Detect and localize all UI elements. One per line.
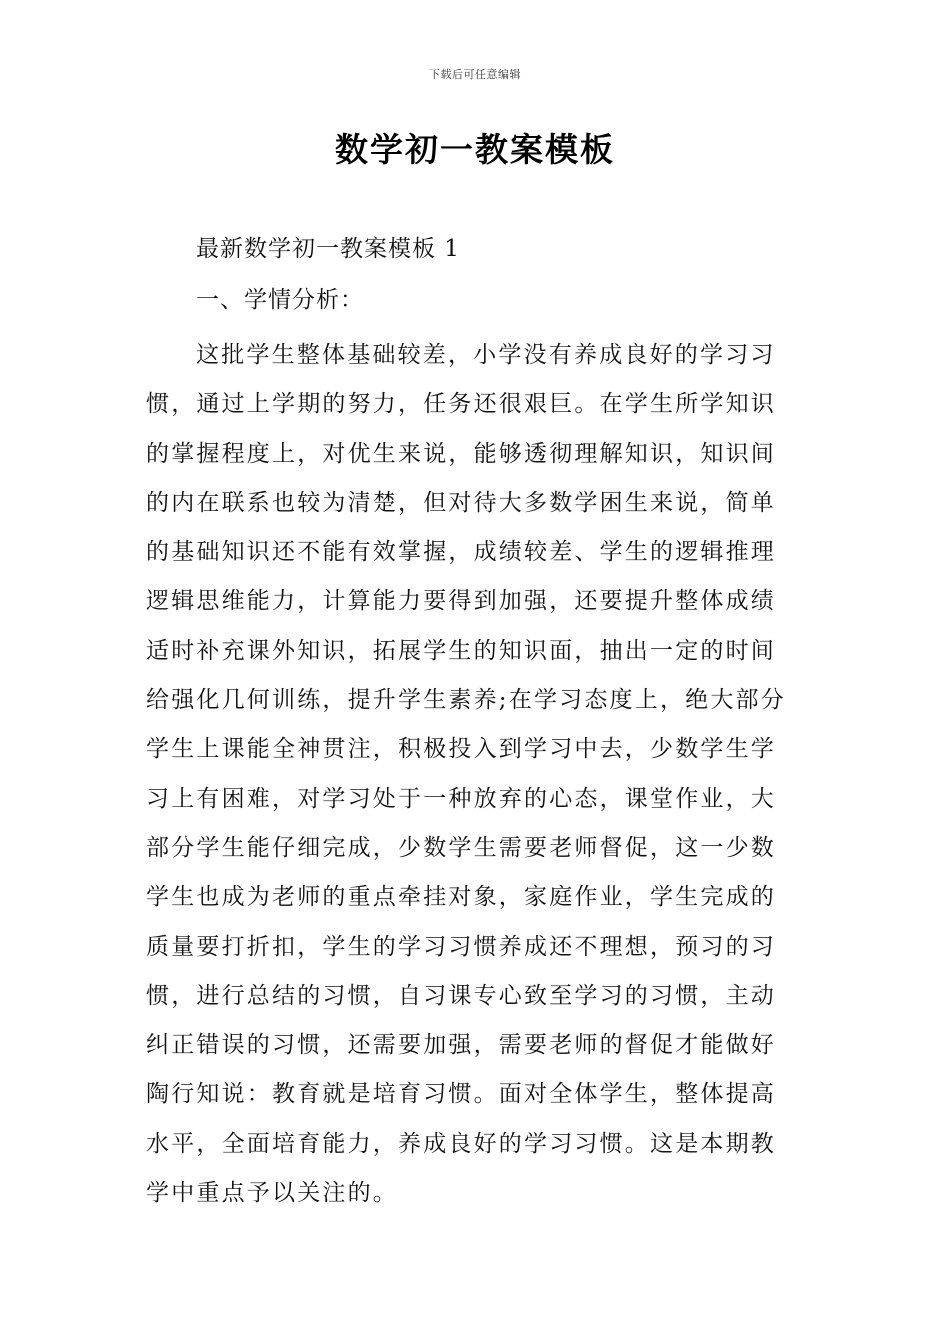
header-note: 下载后可任意编辑: [429, 68, 521, 81]
paragraph-line: 给强化几何训练，提升学生素养;在学习态度上，绝大部分: [146, 687, 786, 714]
paragraph-line: 陶行知说：教育就是培育习惯。面对全体学生，整体提高: [146, 1081, 776, 1108]
paragraph-line: 水平，全面培育能力，养成良好的学习习惯。这是本期教: [146, 1130, 776, 1157]
document-title: 数学初一教案模板: [335, 130, 615, 169]
paragraph-line: 这批学生整体基础较差，小学没有养成良好的学习习: [196, 342, 776, 368]
paragraph-line: 纠正错误的习惯，还需要加强，需要老师的督促才能做好: [146, 1032, 776, 1059]
paragraph-line: 学中重点予以关注的。: [146, 1180, 398, 1207]
paragraph-line: 习上有困难，对学习处于一种放弃的心态，课堂作业，大: [146, 785, 776, 812]
subtitle: 最新数学初一教案模板 1: [196, 236, 460, 262]
paragraph: [146, 331, 806, 1218]
paragraph-line: 适时补充课外知识，拓展学生的知识面，抽出一定的时间: [146, 637, 776, 664]
paragraph-line: 的基础知识还不能有效掌握，成绩较差、学生的逻辑推理: [146, 539, 776, 566]
paragraph-line: 质量要打折扣，学生的学习习惯养成还不理想，预习的习: [146, 933, 776, 960]
paragraph-line: 学生上课能全神贯注，积极投入到学习中去，少数学生学: [146, 736, 776, 763]
paragraph-line: 惯，进行总结的习惯，自习课专心致至学习的习惯，主动: [146, 982, 776, 1009]
section-heading: 一、学情分析：: [196, 287, 364, 313]
paragraph-line: 部分学生能仔细完成，少数学生需要老师督促，这一少数: [146, 834, 776, 861]
paragraph-line: 的掌握程度上，对优生来说，能够透彻理解知识，知识间: [146, 440, 776, 467]
paragraph-line: 惯，通过上学期的努力，任务还很艰巨。在学生所学知识: [146, 391, 776, 418]
paragraph-line: 的内在联系也较为清楚，但对待大多数学困生来说，简单: [146, 489, 776, 516]
paragraph-line: 学生也成为老师的重点牵挂对象，家庭作业，学生完成的: [146, 884, 776, 911]
paragraph-line: 逻辑思维能力，计算能力要得到加强，还要提升整体成绩: [146, 588, 776, 615]
